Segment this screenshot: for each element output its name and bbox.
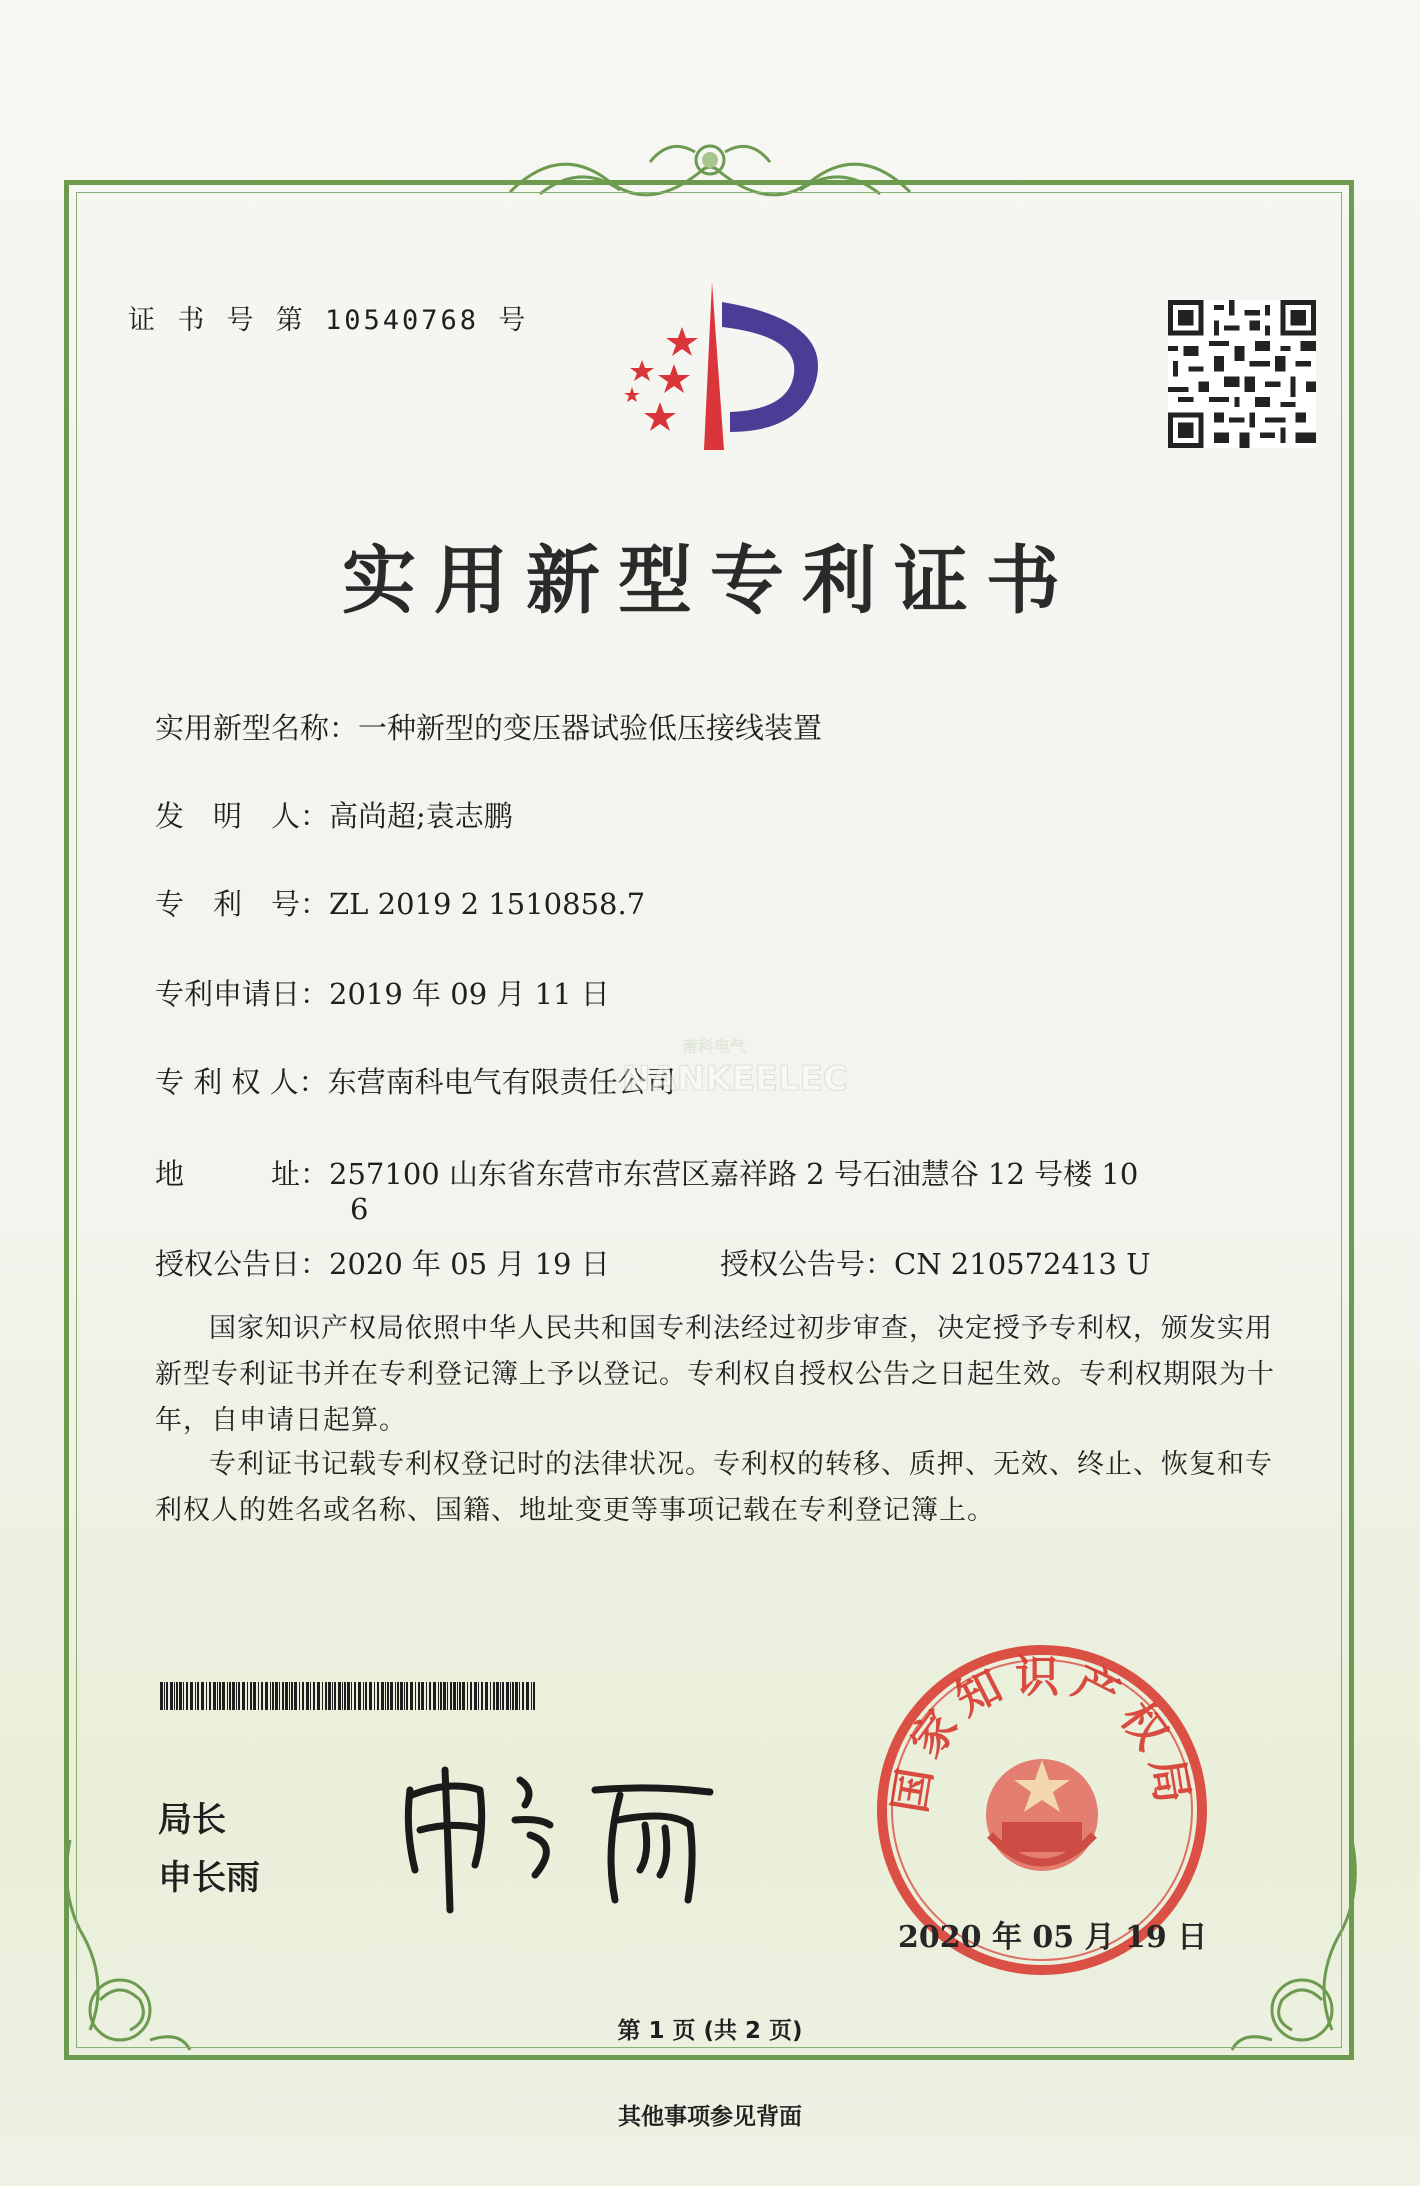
barcode-bar	[306, 1682, 309, 1710]
barcode-bar	[238, 1682, 240, 1710]
barcode-bar	[500, 1682, 501, 1710]
watermark-line1: 南科电气	[682, 1037, 747, 1056]
barcode-bar	[164, 1682, 165, 1710]
barcode-bar	[170, 1682, 173, 1710]
grant-date-label: 授权公告日：	[155, 1247, 330, 1281]
barcode-bar	[478, 1682, 479, 1710]
barcode-bar	[272, 1682, 274, 1710]
director-signature-icon	[390, 1750, 730, 1920]
barcode-bar	[387, 1682, 389, 1710]
grant-number-label: 授权公告号：	[720, 1247, 895, 1281]
barcode-bar	[502, 1682, 504, 1710]
barcode-bar	[253, 1682, 256, 1710]
filing-date-value: 2019 年 09 月 11 日	[329, 977, 610, 1011]
barcode-bar	[438, 1682, 439, 1710]
barcode-bar	[338, 1682, 341, 1710]
barcode-bar	[481, 1682, 483, 1710]
certificate-number: 证 书 号 第 10540768 号	[128, 305, 529, 336]
barcode-bar	[400, 1682, 403, 1710]
seal-text: 国家知识产权局	[884, 1651, 1200, 1817]
barcode-bar	[232, 1682, 235, 1710]
filing-date-label: 专利申请日：	[155, 977, 330, 1011]
barcode-bar	[183, 1682, 184, 1710]
barcode-bar	[261, 1682, 263, 1710]
barcode-bar	[406, 1682, 408, 1710]
barcode-bar	[176, 1682, 178, 1710]
barcode-bar	[453, 1682, 456, 1710]
barcode-bar	[426, 1682, 427, 1710]
barcode-bar	[510, 1682, 511, 1710]
barcode-bar	[332, 1682, 333, 1710]
barcode-bar	[317, 1682, 320, 1710]
barcode-bar	[418, 1682, 420, 1710]
barcode-bar	[236, 1682, 237, 1710]
barcode-bar	[190, 1682, 193, 1710]
barcode-bar	[390, 1682, 393, 1710]
barcode-bar	[227, 1682, 228, 1710]
barcode-bar	[282, 1682, 284, 1710]
barcode-bar	[247, 1682, 248, 1710]
barcode-bar	[166, 1682, 168, 1710]
barcode-bar	[440, 1682, 442, 1710]
barcode-bar	[302, 1682, 304, 1710]
barcode-bar	[365, 1682, 367, 1710]
patent-number-row	[155, 882, 645, 923]
seal-date: 2020 年 05 月 19 日	[898, 1920, 1208, 1955]
barcode-bar	[222, 1682, 225, 1710]
barcode-bar	[209, 1682, 211, 1710]
barcode-bar	[531, 1682, 532, 1710]
barcode-bar	[467, 1682, 468, 1710]
grant-date-row	[155, 1242, 610, 1283]
barcode-bar	[206, 1682, 207, 1710]
director-name: 申长雨	[158, 1858, 260, 1898]
barcode-bar	[275, 1682, 278, 1710]
barcode-bar	[201, 1682, 204, 1710]
barcode-bar	[363, 1682, 364, 1710]
barcode-bar	[354, 1682, 356, 1710]
barcode-bar	[395, 1682, 396, 1710]
barcode-bar	[279, 1682, 280, 1710]
inventor-label: 发 明 人：	[155, 799, 330, 833]
patent-number-value: ZL 2019 2 1510858.7	[329, 887, 646, 921]
barcode-bar	[299, 1682, 300, 1710]
patentee-label: 专 利 权 人：	[155, 1065, 328, 1099]
barcode-bar	[344, 1682, 346, 1710]
barcode-bar	[289, 1682, 290, 1710]
barcode-bar	[369, 1682, 372, 1710]
barcode-bar	[385, 1682, 386, 1710]
barcode-bar	[322, 1682, 323, 1710]
barcode-bar	[515, 1682, 518, 1710]
barcode-bar	[334, 1682, 336, 1710]
barcode-bar	[195, 1682, 196, 1710]
legal-paragraph-2: 专利证书记载专利权登记时的法律状况。专利权的转移、质押、无效、终止、恢复和专利权人的姓名或名称、国籍、地址变更等事项记载在专利登记簿上。	[155, 1449, 1273, 1526]
barcode-bar	[485, 1682, 488, 1710]
barcode-bar	[512, 1682, 514, 1710]
barcode-bar	[219, 1682, 221, 1710]
barcode-bar	[377, 1682, 379, 1710]
patentee-value: 东营南科电气有限责任公司	[327, 1065, 676, 1099]
barcode-bar	[470, 1682, 472, 1710]
barcode-bar	[421, 1682, 424, 1710]
barcode-bar	[351, 1682, 352, 1710]
barcode-bar	[179, 1682, 182, 1710]
barcode-bar	[459, 1682, 461, 1710]
barcode-bar	[229, 1682, 231, 1710]
barcode-bar	[197, 1682, 199, 1710]
barcode-bar	[285, 1682, 288, 1710]
patent-number-label: 专 利 号：	[155, 887, 330, 921]
barcode-bar	[265, 1682, 268, 1710]
utility-model-name-row	[155, 706, 822, 747]
watermark-line2: NANKEELEC	[622, 1059, 848, 1099]
barcode-bar	[313, 1682, 315, 1710]
director-title: 局长	[158, 1800, 226, 1840]
barcode-bar	[294, 1682, 297, 1710]
barcode-bar	[270, 1682, 271, 1710]
barcode-bar	[213, 1682, 216, 1710]
barcode-bar	[397, 1682, 399, 1710]
certificate-title: 实用新型专利证书	[342, 538, 1078, 624]
barcode-bar	[258, 1682, 259, 1710]
barcode-bar	[433, 1682, 436, 1710]
cnipa-logo-icon	[612, 282, 842, 464]
inventor-row	[155, 794, 513, 835]
barcode-bar	[242, 1682, 245, 1710]
barcode-bar	[404, 1682, 405, 1710]
barcode-bar	[526, 1682, 529, 1710]
address-row	[155, 1152, 1138, 1193]
patentee-row	[155, 1060, 676, 1101]
barcode-bar	[474, 1682, 477, 1710]
barcode-bar	[462, 1682, 465, 1710]
barcode-bar	[506, 1682, 509, 1710]
barcode-bar	[443, 1682, 446, 1710]
address-label: 地 址：	[155, 1157, 330, 1191]
address-value-line2: 6	[350, 1192, 369, 1226]
grant-number-row	[720, 1242, 1151, 1283]
barcode-bar	[310, 1682, 311, 1710]
grant-number-value: CN 210572413 U	[894, 1247, 1151, 1281]
barcode-bar	[429, 1682, 431, 1710]
barcode-bar	[325, 1682, 327, 1710]
barcode-bar	[457, 1682, 458, 1710]
company-watermark	[622, 1030, 848, 1106]
barcode-bar	[347, 1682, 350, 1710]
barcode-bar	[493, 1682, 495, 1710]
barcode-bar	[533, 1682, 535, 1710]
barcode-bar	[291, 1682, 293, 1710]
barcode-bar	[250, 1682, 252, 1710]
utility-model-name-value: 一种新型的变压器试验低压接线装置	[358, 711, 823, 745]
barcode-bar	[522, 1682, 524, 1710]
barcode-bar	[358, 1682, 361, 1710]
grant-date-value: 2020 年 05 月 19 日	[329, 1247, 610, 1281]
barcode-bar	[217, 1682, 218, 1710]
barcode-bar	[450, 1682, 452, 1710]
utility-model-name-label: 实用新型名称：	[155, 711, 359, 745]
barcode-bar	[496, 1682, 499, 1710]
barcode-bar	[519, 1682, 520, 1710]
barcode-bar	[342, 1682, 343, 1710]
barcode-bar	[415, 1682, 416, 1710]
barcode-bar	[410, 1682, 413, 1710]
filing-date-row	[155, 972, 610, 1013]
legal-paragraph-1: 国家知识产权局依照中华人民共和国专利法经过初步审查，决定授予专利权，颁发实用新型专利证书并在专利登记簿上予以登记。专利权自授权公告之日起生效。专利权期限为十年，自申请日起算。	[155, 1313, 1275, 1436]
barcode-bar	[160, 1682, 163, 1710]
barcode-bar	[374, 1682, 375, 1710]
barcode-bar	[447, 1682, 448, 1710]
barcode-bar	[174, 1682, 175, 1710]
barcode-bar	[490, 1682, 491, 1710]
address-value-line1: 257100 山东省东营市东营区嘉祥路 2 号石油慧谷 12 号楼 10	[329, 1157, 1139, 1191]
back-note: 其他事项参见背面	[618, 2104, 802, 2130]
barcode-icon	[160, 1682, 538, 1710]
barcode-bar	[381, 1682, 384, 1710]
page-indicator: 第 1 页 (共 2 页)	[617, 2018, 803, 2044]
qr-code-icon	[1168, 300, 1316, 448]
inventor-value: 高尚超;袁志鹏	[329, 799, 513, 833]
barcode-bar	[186, 1682, 188, 1710]
barcode-bar	[328, 1682, 331, 1710]
